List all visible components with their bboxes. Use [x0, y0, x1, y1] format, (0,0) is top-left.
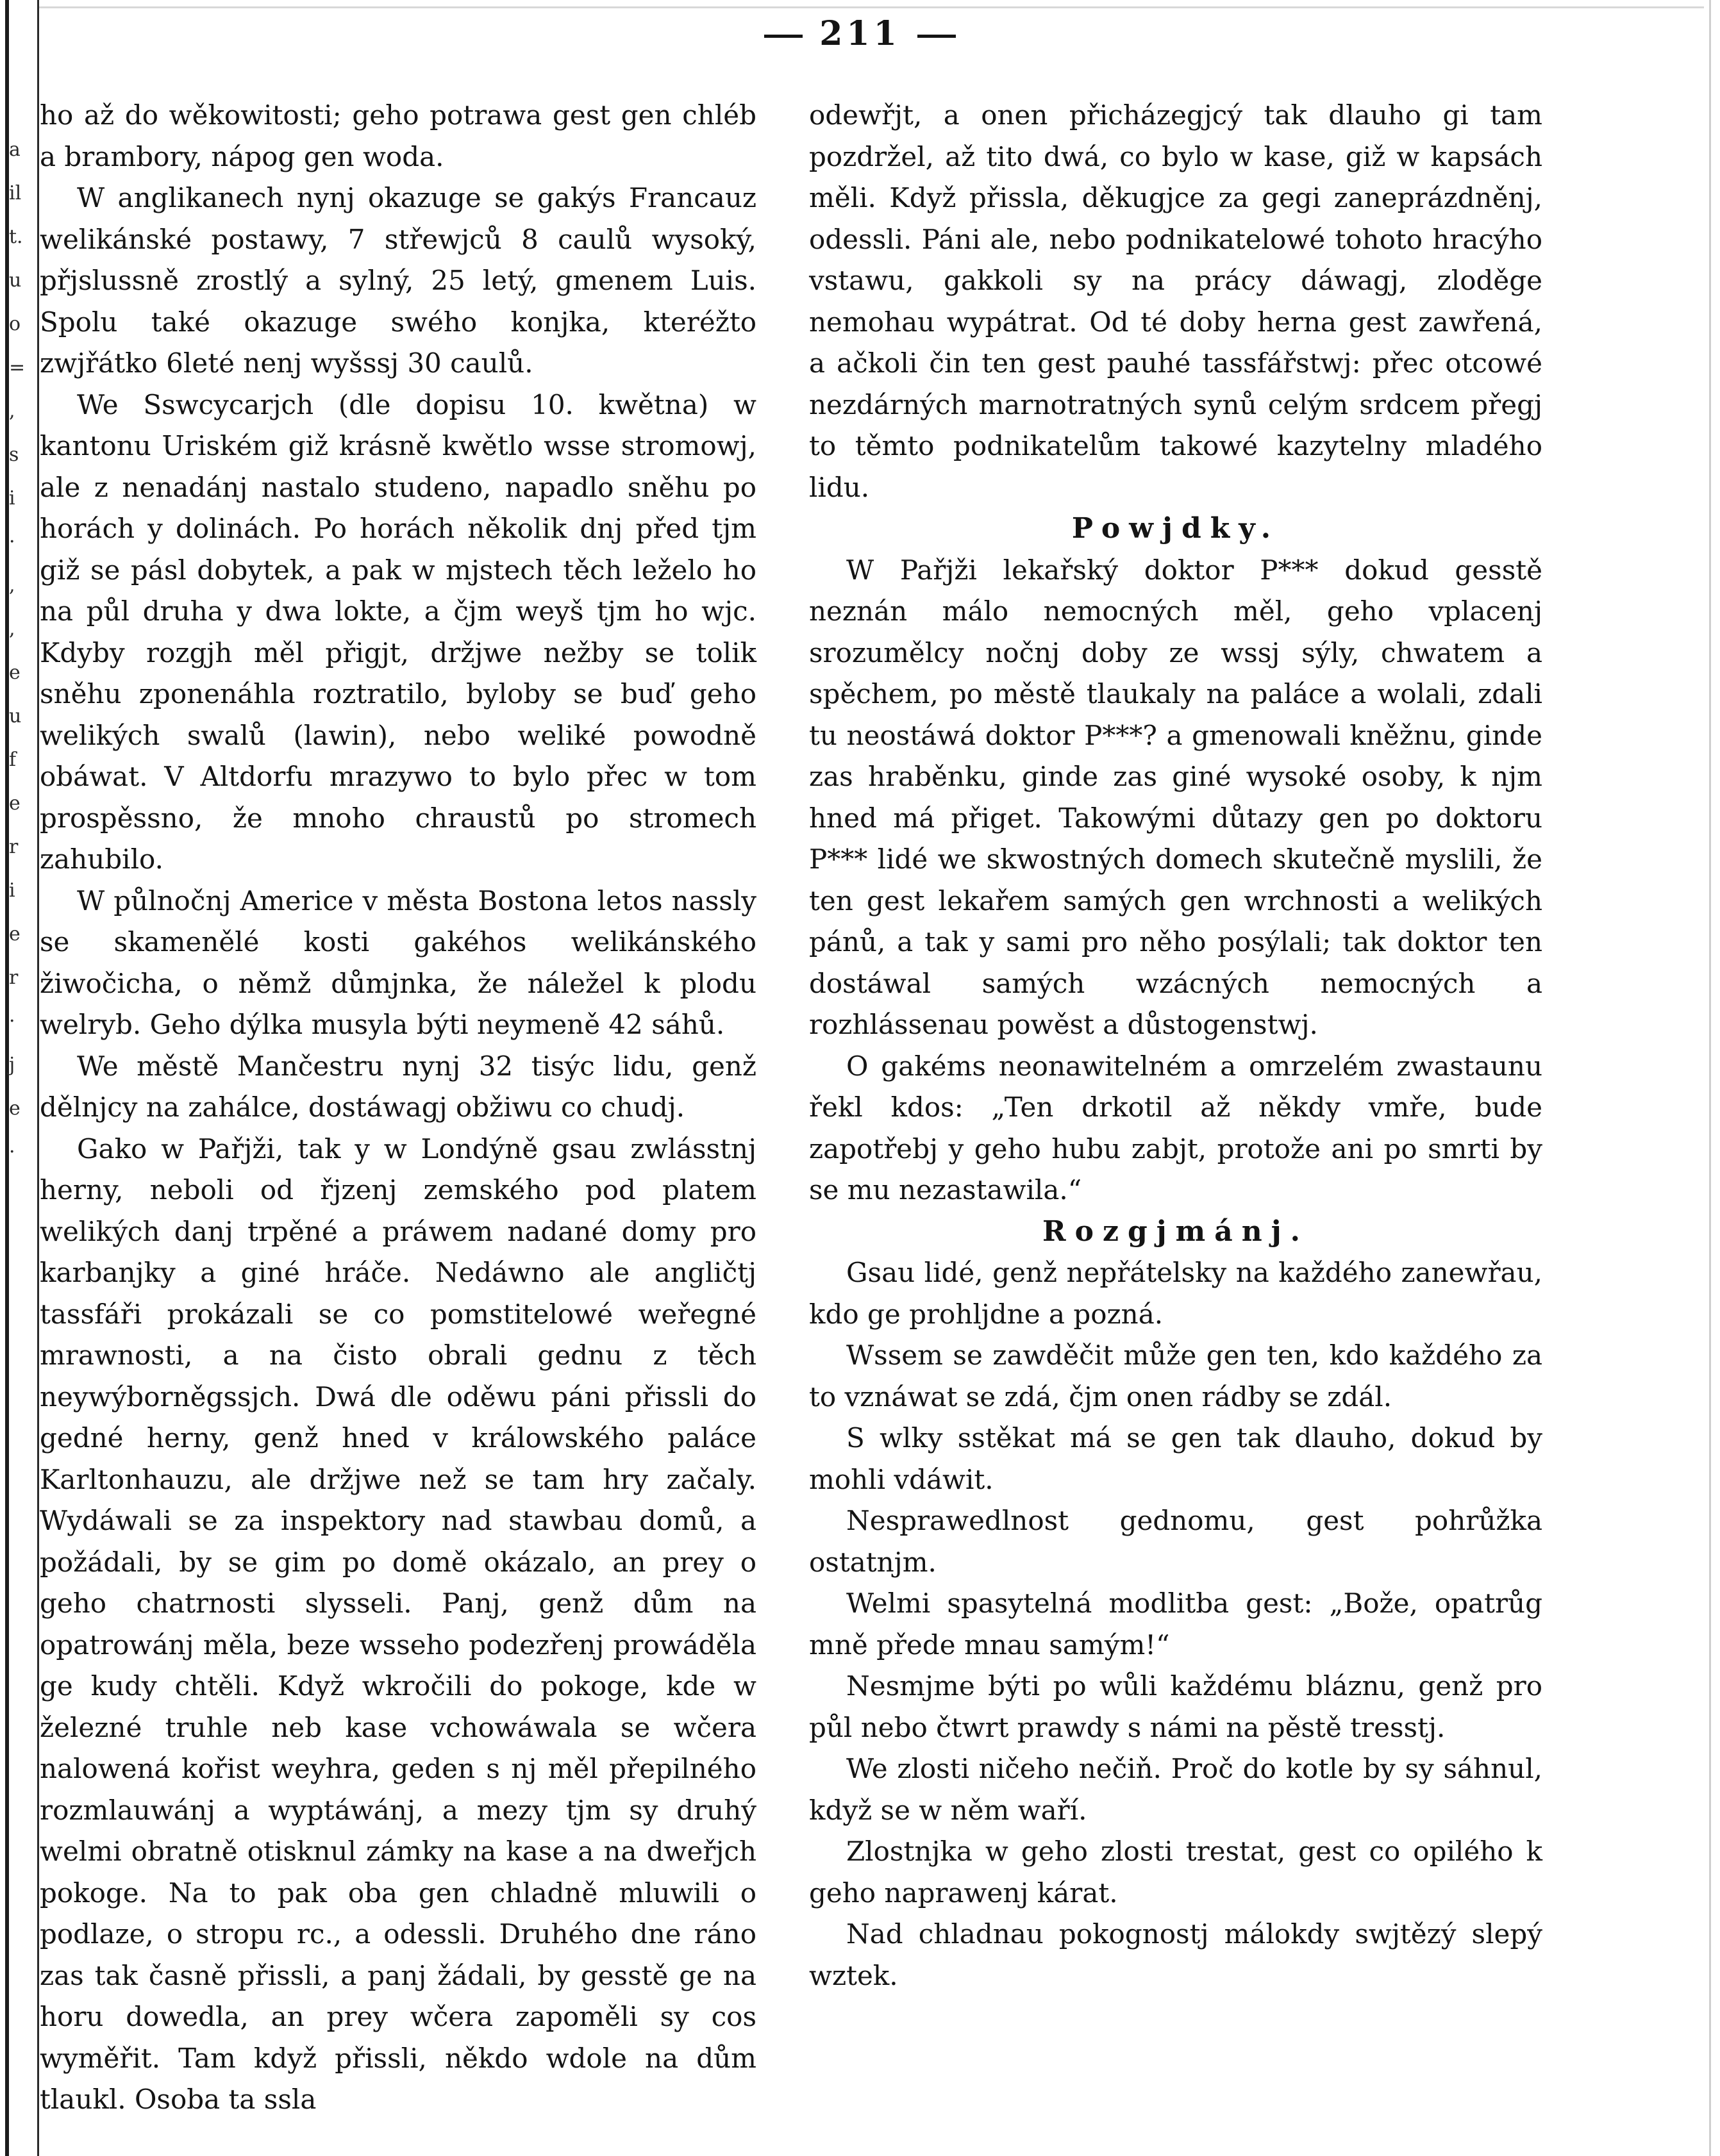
edge-fragment: t. [9, 226, 23, 248]
maxim: Nesmjme býti po wůli každému bláznu, genž pro půl nebo čtwrt prawdy s námi na pěstě tresstj. [809, 1670, 1542, 1743]
maxim: Nesprawedlnost gednomu, gest pohrůžka ostatnjm. [809, 1505, 1542, 1578]
scan-right-edge [1709, 0, 1711, 2156]
header-dash-right [917, 35, 956, 38]
paragraph: W Pařjži lekařský doktor P*** dokud gesstě neznán málo nemocných měl, geho vplacenj srozumělcy nočnj doby ze wssj sýly, chwatem a spěchem, po městě tlaukaly na paláce a wolali, zdali tu neostáwá doktor P***? a gmenowali kněžnu, ginde zas hraběnku, ginde zas giné wysoké osoby, k njm hned má přiget. Takowými důtazy gen po doktoru P*** lidé we skwostných domech skutečně myslili, že ten gest lekařem samých gen wrchnosti a welikých pánů, a tak y sami pro něho posýlali; tak doktor ten dostáwal samých wzácných nemocných a rozhlássenau powěst a důstogenstwj. [809, 554, 1542, 1040]
left-column [40, 95, 756, 2121]
edge-fragment: f [9, 749, 17, 771]
edge-fragment: , [9, 574, 15, 597]
edge-fragment: o [9, 313, 21, 335]
edge-fragment: e [9, 1097, 21, 1120]
maxim: Gsau lidé, genž nepřátelsky na každého zanewřau, kdo ge prohljdne a pozná. [809, 1257, 1542, 1330]
edge-fragment: i [9, 879, 15, 902]
maxim: We zlosti ničeho nečiň. Proč do kotle by sy sáhnul, když se w něm waří. [809, 1753, 1542, 1826]
paragraph: We Sswcycarjch (dle dopisu 10. kwětna) w kantonu Uriském giž krásně kwětlo wsse stromowj, ale z nenadánj nastalo studeno, napadlo sněhu po horách y dolinách. Po horách několik dnj před tjm giž se pásl dobytek, a pak w mjstech těch leželo ho na půl druha y dwa lokte, a čjm weyš tjm ho wjc. Kdyby rozgjh měl přigjt, držjwe nežby se tolik sněhu zponenáhla roztratilo, byloby se buď geho welikých swalů (lawin), nebo weliké powodně obáwat. V Altdorfu mrazywo to bylo přec w tom prospěssno, že mnoho chraustů po stromech zahubilo. [40, 388, 756, 875]
edge-fragment: · [9, 531, 15, 553]
edge-fragment: i [9, 487, 15, 510]
edge-fragment: il [9, 182, 22, 204]
section-heading-powidky: Powjdky. [1071, 512, 1280, 545]
edge-fragment: = [9, 356, 26, 379]
right-column [809, 95, 1542, 1996]
edge-fragment: e [9, 923, 21, 945]
paragraph: W půlnočnj Americe v města Bostona letos nassly se skamenělé kosti gakéhos welikánského žiwočicha, o němž důmjnka, že náležel k plodu welryb. Geho dýlka musyla býti neymeně 42 sáhů. [40, 884, 756, 1040]
edge-fragment: u [9, 705, 22, 727]
edge-fragment: · [9, 1010, 15, 1032]
edge-fragment: a [9, 138, 21, 161]
edge-fragment: j [9, 1054, 15, 1076]
header-dash-left [764, 35, 803, 38]
edge-fragment: e [9, 661, 21, 684]
edge-fragment: , [9, 400, 15, 422]
maxim: Wssem se zawděčit může gen ten, kdo každého za to vznáwat se zdá, čjm onen rádby se zdál. [809, 1339, 1542, 1413]
edge-fragment: s [9, 444, 19, 466]
edge-fragment: u [9, 269, 22, 292]
edge-fragment: · [9, 1141, 15, 1163]
maxim: S wlky sstěkat má se gen tak dlauho, dokud by mohli vdáwit. [809, 1422, 1542, 1495]
edge-fragment: r [9, 966, 19, 989]
scan-top-edge [37, 6, 1704, 8]
adjacent-page-fragments [9, 128, 35, 1174]
maxim: Welmi spasytelná modlitba gest: „Bože, opatrůg mně přede mnau samým!“ [809, 1588, 1542, 1661]
edge-fragment: r [9, 836, 19, 858]
maxim: Nad chladnau pokognostj málokdy swjtězý slepý wztek. [809, 1918, 1542, 1991]
section-heading-rozgjmani: Rozgjmánj. [1042, 1215, 1309, 1248]
edge-fragment: , [9, 618, 15, 640]
paragraph: odewřjt, a onen přicházegjcý tak dlauho gi tam pozdržel, až tito dwá, co bylo w kase, giž w kapsách měli. Když přissla, děkugjce za gegi zaneprázdněnj, odessli. Páni ale, nebo podnikatelowé tohoto hracýho vstawu, gakkoli sy na prácy dáwagj, zloděge nemohau wypátrat. Od té doby herna gest zawřená, a ačkoli čin ten gest pauhé tassfářstwj: přec otcowé nezdárných marnotratných synů celým srdcem přegj to těmto podnikatelům takowé kazytelny mladého lidu. [809, 99, 1542, 503]
page-number-header [0, 14, 1720, 53]
paragraph: Gako w Pařjži, tak y w Londýně gsau zwlásstnj herny, neboli od řjzenj zemského pod platem welikých danj trpěné a práwem nadané domy pro karbanjky a giné hráče. Nedáwno ale angličtj tassfáři prokázali se co pomstitelowé weřegné mrawnosti, a na čisto obrali gednu z těch neywýborněgssjch. Dwá dle oděwu páni přissli do gedné herny, genž hned v králowského paláce Karltonhauzu, ale držjwe než se tam hry začaly. Wydáwali se za inspektory nad stawbau domů, a požádali, by se gim po domě okázalo, an prey o geho chatrnosti slysseli. Panj, genž dům na opatrowánj měla, beze wsseho podezřenj prowáděla ge kudy chtěli. Když wkročili do pokoge, kde w železné truhle neb kase vchowáwala se wčera nalowená kořist weyhra, geden s nj měl přepilného rozmlauwánj a wyptáwánj, a mezy tjm sy druhý welmi obratně otisknul zámky na kase a na dweřjch pokoge. Na to pak oba gen chladně mluwili o podlaze, o stropu rc., a odessli. Druhého dne ráno zas tak časně přissli, a panj žádali, by gesstě ge na horu dowedla, an prey wčera zapoměli sy cos wyměřit. Tam když přissli, někdo wdole na dům tlaukl. Osoba ta ssla [40, 1132, 756, 2115]
paragraph: W anglikanech nynj okazuge se gakýs Francauz welikánské postawy, 7 střewjců 8 caulů wysoký, přjslussně zrostlý a sylný, 25 letý, gmenem Luis. Spolu také okazuge swého konjka, kteréžto zwjřátko 6leté nenj wyšssj 30 caulů. [40, 182, 756, 379]
paragraph: ho až do wěkowitosti; geho potrawa gest gen chléb a brambory, nápog gen woda. [40, 99, 756, 172]
edge-fragment: e [9, 792, 21, 815]
binding-edge [0, 0, 39, 2156]
paragraph: We městě Mančestru nynj 32 tisýc lidu, genž dělnjcy na zahálce, dostáwagj obžiwu co chudj. [40, 1050, 756, 1123]
paragraph: O gakéms neonawitelném a omrzelém zwastaunu řekl kdos: „Ten drkotil až někdy vmře, bude zapotřebj y geho hubu zabjt, protože ani po smrti by se mu nezastawila.“ [809, 1050, 1542, 1206]
maxim: Zlostnjka w geho zlosti trestat, gest co opilého k geho naprawenj kárat. [809, 1836, 1542, 1909]
page-number: 211 [819, 14, 901, 53]
